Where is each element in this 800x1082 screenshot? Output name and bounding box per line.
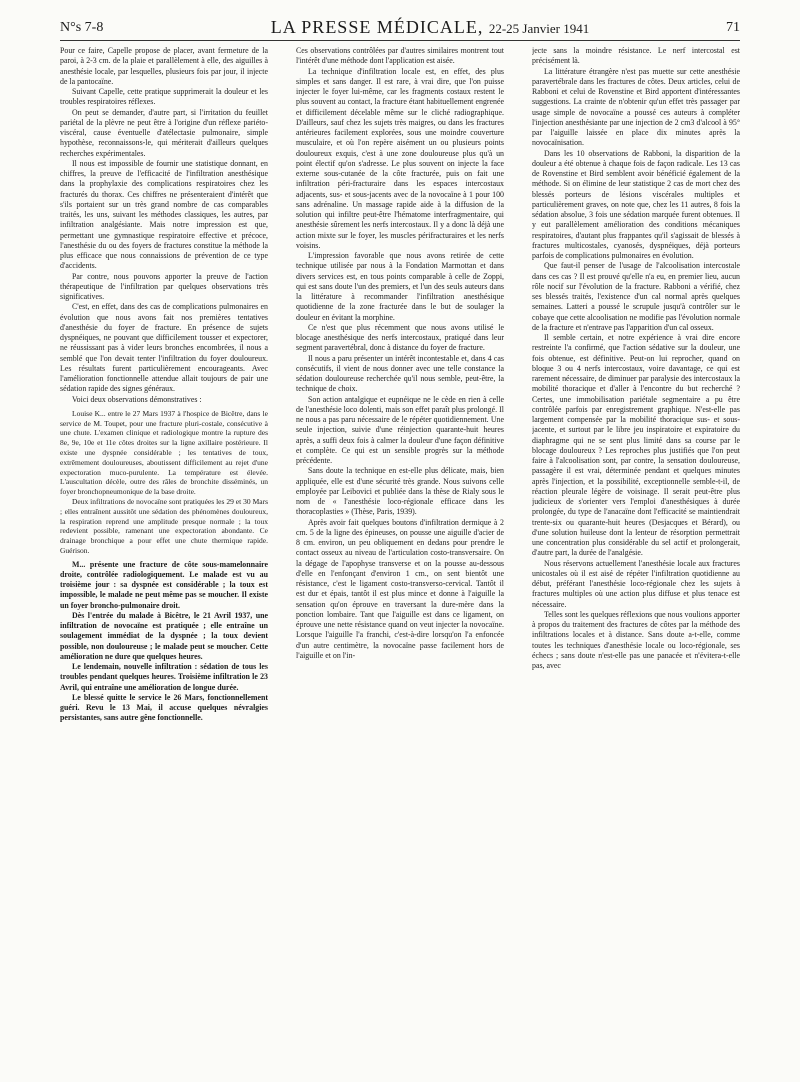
paragraph: Voici deux observations démonstratives :	[72, 394, 202, 404]
paragraph: Sans doute la technique en est-elle plus délicate, mais, bien appliquée, elle est d'une sécurité très grande. Nous suivons celle employée par Leibovici et publiée dans la thèse de Rialy sous le nom de « l'anesthésie loco-régionale efficace dans les thoracoplasties » (Thèse, Paris, 1939).	[296, 466, 504, 517]
paragraph: Nous réservons actuellement l'anesthésie locale aux fractures unicostales où il est aisé de répéter l'infiltration quotidienne au début, préférant l'anesthésie loco-régionale chez les sujets à fractures multiples où une action plus diffuse et plus tenace est nécessaire.	[532, 558, 740, 609]
paragraph: Par contre, nous pouvons apporter la preuve de l'action thérapeutique de l'infiltration par quelques observations très significatives.	[60, 271, 268, 301]
article-body	[60, 46, 740, 1076]
paragraph: M... présente une fracture de côte sous-mamelonnaire droite, contrôlée radiologiquement. Le malade est vu au troisième jour : sa dyspnée est considérable ; la toux est impossible, le malade ne peut même pas se moucher. Il existe un foyer broncho-pulmonaire droit.	[60, 559, 268, 610]
paragraph: Le lendemain, nouvelle infiltration : sédation de tous les troubles pendant quelques heures. Troisième infiltration le 23 Avril, qui entraîne une amélioration de longue durée.	[60, 662, 268, 692]
text-column-2	[296, 46, 504, 1076]
paragraph: Pour ce faire, Capelle propose de placer, avant fermeture de la paroi, à 2-3 cm. de la plaie et parallèlement à elle, des aiguilles à anesthésie locale, par lesquelles, plusieurs fois par jour, il injecte de la pantocaïne.	[60, 46, 268, 86]
paragraph: Suivant Capelle, cette pratique supprimerait la douleur et les troubles respiratoires réflexes.	[60, 87, 268, 107]
paragraph: Louise K... entre le 27 Mars 1937 à l'hospice de Bicêtre, dans le service de M. Toupet, pour une fracture pluri-costale, consécutive à une chute. L'examen clinique et radiologique montre la rupture des 8e, 9e, 10e et 11e côtes droites sur la ligne axillaire postérieure. Il existe une dyspnée considérable ; les tentatives de toux, extrêmement douloureuses, aboutissent difficilement au rejet d'une expectoration muco-purulente. La température est élevée. L'auscultation décèle, outre des râles de bronchite disséminés, un foyer bronchopneumonique de la base droite.	[60, 408, 268, 497]
journal-title: LA PRESSE MÉDICALE,	[270, 17, 484, 37]
paragraph: Ces observations contrôlées par d'autres similaires montrent tout l'intérêt d'une méthode dont l'application est aisée.	[296, 46, 504, 66]
page-header	[60, 0, 740, 41]
paragraph: Dans les 10 observations de Rabboni, la disparition de la douleur a été obtenue à chaque fois de façon radicale. Les 13 cas de Rovenstine et Bird semblent avoir bénéficié également de la méthode. Si on élimine de leur statistique 2 cas de mort chez des blessés porteurs de lésions viscérales multiples et particulièrement graves, on note que, chez les 11 autres, 8 fois la sédation absolue, 3 fois une sédation marquée furent obtenues. Il y eut parallèlement amélioration des conditions mécaniques respiratoires, d'autant plus frappantes qu'il s'agissait de blessés à fractures multicostales, cyanosés, dyspnéiques, déjà porteurs parfois de complications pulmonaires en évolution.	[532, 148, 740, 260]
paragraph: Deux infiltrations de novocaïne sont pratiquées les 29 et 30 Mars ; elles entraînent aussitôt une sédation des phénomènes douloureux, la respiration reprend une amplitude presque normale ; la toux redevient possible, ramenant une expectoration abondante. Ce drainage bronchique a pour effet une chute thermique rapide. Guérison.	[60, 496, 268, 555]
paragraph: La littérature étrangère n'est pas muette sur cette anesthésie paravertébrale dans les fractures de côtes. Deux articles, celui de Rabboni et celui de Rovenstine et Bird apportent d'intéressantes suggestions. La crainte de n'obtenir qu'un effet très passager par usage simple de novocaïne a poussé ces auteurs à compléter l'injection anesthésiante par une injection de 2 cm3 d'alcool à 95° par l'aiguille laissée en place dix minutes après la novocaïnisation.	[532, 66, 740, 148]
paragraph: La technique d'infiltration locale est, en effet, des plus simples et sans danger. Il est rare, à vrai dire, que l'on puisse injecter le foyer lui-même, car les fragments costaux restent le plus souvent au contact, la fracture étant habituellement engrenée et difficilement décelable même sur le cliché radiographique. D'ailleurs, sauf chez les sujets très maigres, ou dans les fractures antérieures facilement explorées, sous une moindre couverture musculaire, et où l'on repère aisément un ou plusieurs points douloureux exquis, c'est à une zone douloureuse plus qu'à un point électif qu'on s'adresse. Le plus souvent on injecte la face externe sous-cutanée de la côte fracturée, puis on fait une infiltration péri-fracturaire dans les espaces intercostaux adjacents, sus- et sous-jacents avec de la novocaïne à 1 pour 100 sans adrénaline. Un massage rapide aide à la diffusion de la solution qui infiltre peut-être l'hématome interfragmentaire, qui anesthésie sûrement les nerfs intercostaux. Il y a donc là déjà une action mixte sur le foyer, les muscles périfracturaires et les nerfs voisins.	[296, 66, 504, 250]
paragraph: Que faut-il penser de l'usage de l'alcoolisation intercostale dans ces cas ? Il est prouvé qu'elle n'a eu, en premier lieu, aucun rôle nocif sur l'évolution de la fracture. Rabboni a vérifié, chez ses blessés traités, l'existence d'un cal normal après quelques semaines. Latteri a poussé le scrupule jusqu'à contrôler sur le cobaye que cette alcoolisation ne modifie pas l'évolution normale de la fracture et n'entrave pas l'apparition d'un cal osseux.	[532, 261, 740, 332]
paragraph: Il nous est impossible de fournir une statistique donnant, en chiffres, la preuve de l'efficacité de l'infiltration anesthésique dans la prophylaxie des complications respiratoires chez les fracturés du thorax. Ces chiffres ne présenteraient d'intérêt que s'ils portaient sur un très grand nombre de cas comparables traités, les uns, suivant les méthodes classiques, les autres, par infiltration analgésiante. Mais notre impression est que, permettant une gymnastique respiratoire effective et précoce, l'anesthésie du ou des foyers de fractures constitue la méthode la plus efficace que nous connaissions de prévention de ce type d'accidents.	[60, 158, 268, 271]
paragraph: Telles sont les quelques réflexions que nous voulions apporter à propos du traitement des fractures de côtes par la méthode des infiltrations locales et à distance. Sans doute a-t-elle, comme toutes les techniques d'anesthésie locale ou loco-régionale, ses échecs ; sans doute n'est-elle pas une panacée et n'évitera-t-elle pas, avec	[532, 609, 740, 670]
paragraph: Ce n'est que plus récemment que nous avons utilisé le blocage anesthésique des nerfs intercostaux, pratiqué dans leur segment paravertébral, donc à distance du foyer de fracture.	[296, 322, 504, 353]
paragraph: On peut se demander, d'autre part, si l'irritation du feuillet pariétal de la plèvre ne peut être à l'origine d'un réflexe pariéto-viscéral, cause éventuelle d'atélectasie pulmonaire, simple hypothèse, reconnaissons-le, qui mériterait d'ailleurs quelques recherches expérimentales.	[60, 107, 268, 158]
paragraph: jecte sans la moindre résistance. Le nerf intercostal est précisément là.	[532, 46, 740, 66]
paragraph: Il semble certain, et notre expérience à vrai dire encore restreinte l'a confirmé, que l'action sédative sur la douleur, une fois obtenue, est définitive. Peut-on lui reprocher, quand on bloque 3 ou 4 nerfs intercostaux, voire davantage, ce qui est rarement nécessaire, de diminuer par paralysie des intercostaux la mobilité thoracique et d'aller à l'encontre du but recherché ? Certes, une immobilisation pariétale segmentaire a pu être contrôlée parfois par enregistrement graphique. N'est-elle pas largement compensée par la mobilité thoracique sus- et sous-jacente, et surtout par le libre jeu inspiratoire et expiratoire du diaphragme qui ne se sent plus limité dans sa course par le blocage douloureux ? Les reproches plus justifiés que l'on peut faire à l'alcoolisation sont, par contre, la sensation douloureuse, passagère il est vrai, déterminée pendant et quelques minutes après l'injection, et la possibilité, exceptionnelle semble-t-il, de réaction pleurale légère de voisinage. Il serait peut-être plus judicieux de s'orienter vers l'emploi d'anesthésiques à durée prolongée, du type de l'anacaïne dont l'efficacité se maintiendrait trente-six ou quarante-huit heures (Desjacques et Bérard), ou d'une solution huileuse dont la lenteur de résorption permettrait une concentration plus considérable du sel actif et prolongerait, d'autre part, la durée de l'analgésie.	[532, 333, 740, 558]
paragraph: Le blessé quitte le service le 26 Mars, fonctionnellement guéri. Revu le 13 Mai, il accuse quelques névralgies persistantes, sans autre gêne fonctionnelle.	[60, 692, 268, 723]
paragraph: Il nous a paru présenter un intérêt incontestable et, dans 4 cas consécutifs, il vient de nous donner avec une telle constance la sédation douloureuse recherchée qu'il nous semble, peut-être, la technique de choix.	[296, 353, 504, 394]
paragraph: C'est, en effet, dans des cas de complications pulmonaires en évolution que nous avons fait nos premières tentatives d'anesthésie du foyer de fracture. En présence de sujets dyspnéiques, ne pouvant que difficilement tousser et expectorer, ne réussissant pas à vider leurs bronches encombrées, il nous a semblé que l'on devait tenter l'infiltration du foyer douloureux. Les résultats furent particulièrement encourageants. Avec l'amélioration fonctionnelle attendue allait toujours de pair une sédation rapide des signes généraux.	[60, 302, 268, 394]
paragraph: Son action antalgique et eupnéique ne le cède en rien à celle de l'anesthésie loco dolenti, mais son effet paraît plus prolongé. Il ne nous a pas paru nécessaire de le répéter quotidiennement. Une seule injection, suivie d'une réinjection quarante-huit heures après, a suffi deux fois à calmer la douleur d'une façon définitive et complète. Ce qui est un sensible progrès sur la méthode précédente.	[296, 394, 504, 465]
paragraph: Dès l'entrée du malade à Bicêtre, le 21 Avril 1937, une infiltration de novocaïne est pratiquée ; elle entraîne un soulagement immédiat de la dyspnée ; la toux devient possible, non douloureuse ; le malade peut se moucher. Cette amélioration ne dure que quelques heures.	[60, 610, 268, 661]
issue-number: N°s 7-8	[60, 20, 104, 35]
paragraph: L'impression favorable que nous avons retirée de cette technique utilisée par nous à la Fondation Marmottan et dans divers services est, en tous points comparable à celle de Zoppi, qui est sans doute l'un des premiers, et l'un des seuls auteurs dans la littérature à recommander l'infiltration anesthésique quotidienne de la zone fracturée dans le but de soulager la douleur en évitant la morphine.	[296, 251, 504, 322]
paragraph: Après avoir fait quelques boutons d'infiltration dermique à 2 cm. 5 de la ligne des épineuses, on pousse une aiguille d'acier de 8 cm. environ, un peu obliquement en dedans pour prendre le contact osseux au niveau de l'articulation costo-transversaire. On la dégage de l'apophyse transverse et on la pousse au-dessous d'elle en l'enfonçant d'environ 1 cm., on sent bientôt une résistance, c'est le ligament costo-transverso-cervical. Tantôt il est dur et épais, tantôt il est plus mince et donne à l'aiguille la sensation qu'on éprouve en traversant la dure-mère dans la ponction lombaire. Tant que l'aiguille est dans ce ligament, on éprouve une nette résistance quand on veut injecter la novocaïne. Lorsque l'aiguille l'a franchi, c'est-à-dire lorsqu'on l'a enfoncée d'un autre centimètre, la novocaïne passe facilement hors de l'aiguille et on l'in-	[296, 517, 504, 660]
text-column-1	[60, 46, 268, 1076]
page-number: 71	[726, 20, 740, 35]
text-column-3	[532, 46, 740, 1076]
issue-date: 22-25 Janvier 1941	[488, 21, 590, 36]
journal-title-line	[250, 17, 610, 38]
